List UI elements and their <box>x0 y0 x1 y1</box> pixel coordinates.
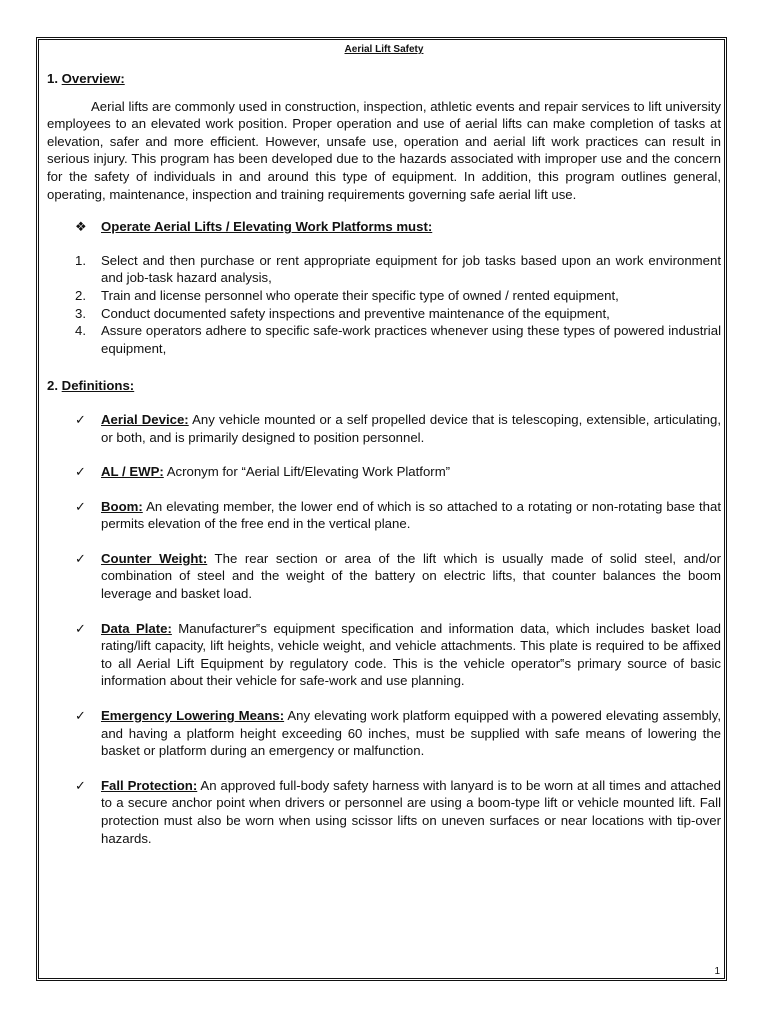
checkmark-icon: ✓ <box>75 620 86 636</box>
definitions-number: 2. <box>47 378 58 394</box>
definition-item <box>47 463 721 481</box>
definition-body <box>101 463 721 481</box>
definition-item <box>47 707 721 760</box>
definition-term: Boom: <box>101 498 143 514</box>
list-item <box>47 287 721 305</box>
operate-requirements-heading <box>47 218 721 236</box>
diamond-bullet-icon: ❖ <box>75 219 87 235</box>
definition-term: AL / EWP: <box>101 464 164 480</box>
definition-text: Any vehicle mounted or a self propelled device that is telescoping, extensible, articulating, or both, and is primarily designed to position personnel. <box>101 411 722 445</box>
definition-term: Aerial Device: <box>101 411 189 427</box>
checkmark-icon: ✓ <box>75 777 86 793</box>
list-item-number: 3. <box>75 305 86 321</box>
definition-body <box>101 707 721 760</box>
list-item-text: Train and license personnel who operate their specific type of owned / rented equipment, <box>101 287 619 303</box>
list-item <box>47 322 721 357</box>
list-item-text: Select and then purchase or rent appropriate equipment for job tasks based upon an work environment and job-task hazard analysis, <box>101 252 721 286</box>
document-body <box>47 70 721 847</box>
definition-text: An approved full-body safety harness with lanyard is to be worn at all times and attached to a secure anchor point when drivers or personnel are using a boom-type lift or vehicle mounted lift. Fall protection must also be worn when using scissor lifts on uneven surfaces or near locations with tip-over hazards. <box>101 777 722 846</box>
requirements-list <box>47 252 721 358</box>
overview-heading-label: Overview: <box>61 71 125 86</box>
checkmark-icon: ✓ <box>75 464 86 480</box>
checkmark-icon: ✓ <box>75 498 86 514</box>
list-item-number: 4. <box>75 323 86 339</box>
definition-term: Emergency Lowering Means: <box>101 708 285 724</box>
definition-item <box>47 411 721 446</box>
definition-body <box>101 411 721 446</box>
definition-item <box>47 498 721 533</box>
definitions-heading <box>47 377 721 395</box>
definitions-heading-label: Definitions: <box>61 378 135 394</box>
definition-body <box>101 777 721 847</box>
definition-text: The rear section or area of the lift which is usually made of solid steel, and/or combination of steel and the weight of the battery on electric lifts, that counter balances the boom leverage and basket load. <box>101 550 721 602</box>
operate-requirements-label: Operate Aerial Lifts / Elevating Work Platforms must: <box>101 219 433 235</box>
definition-text: An elevating member, the lower end of which is so attached to a rotating or non-rotating base that permits elevation of the free end in the vertical plane. <box>101 498 721 532</box>
definition-term: Fall Protection: <box>101 777 198 793</box>
checkmark-icon: ✓ <box>75 550 86 566</box>
list-item-text: Conduct documented safety inspections and preventive maintenance of the equipment, <box>101 305 610 321</box>
list-item-text: Assure operators adhere to specific safe-work practices whenever using these types of powered industrial equipment, <box>101 323 721 356</box>
definition-term: Counter Weight: <box>101 550 208 566</box>
definition-body <box>101 620 721 690</box>
list-item <box>47 305 721 323</box>
overview-paragraph: Aerial lifts are commonly used in construction, inspection, athletic events and repair services to lift university employees to an elevated work position. Proper operation and use of aerial lifts can make completion of tasks at elevation, safer and more efficient. However, unsafe use, operation and aerial lift work practices can result in serious injury. This program has been developed due to the hazards associated with improper use and the concern for the safety of individuals in and around this type of equipment. In addition, this program outlines general, operating, maintenance, inspection and training requirements governing safe aerial lift use. <box>47 98 721 202</box>
page-number: 1 <box>714 966 720 977</box>
checkmark-icon: ✓ <box>75 708 86 724</box>
list-item <box>47 252 721 287</box>
definition-body <box>101 550 721 603</box>
checkmark-icon: ✓ <box>75 411 86 427</box>
overview-heading <box>47 70 721 88</box>
definition-item <box>47 777 721 847</box>
definition-body <box>101 498 721 533</box>
definition-text: Manufacturer‟s equipment specification and information data, which includes basket load rating/lift capacity, lift heights, vehicle weight, and vehicle attachments. This plate is required to be affixed to all Aerial Lift Equipment by regulatory code. This is the vehicle operator‟s primary source of basic information about their vehicle for safe-work and use planning. <box>101 620 721 689</box>
document-title: Aerial Lift Safety <box>344 44 424 55</box>
definition-item <box>47 550 721 603</box>
definition-text: Acronym for “Aerial Lift/Elevating Work Platform” <box>163 464 451 480</box>
definition-item <box>47 620 721 690</box>
list-item-number: 1. <box>75 252 86 268</box>
definition-text: Any elevating work platform equipped with a powered elevating assembly, and having a platform height exceeding 60 inches, must be supplied with safe means of lowering the basket or platform during an emergency or malfunction. <box>101 708 721 759</box>
overview-number: 1. <box>47 71 58 86</box>
definition-term: Data Plate: <box>101 620 172 636</box>
list-item-number: 2. <box>75 287 86 303</box>
